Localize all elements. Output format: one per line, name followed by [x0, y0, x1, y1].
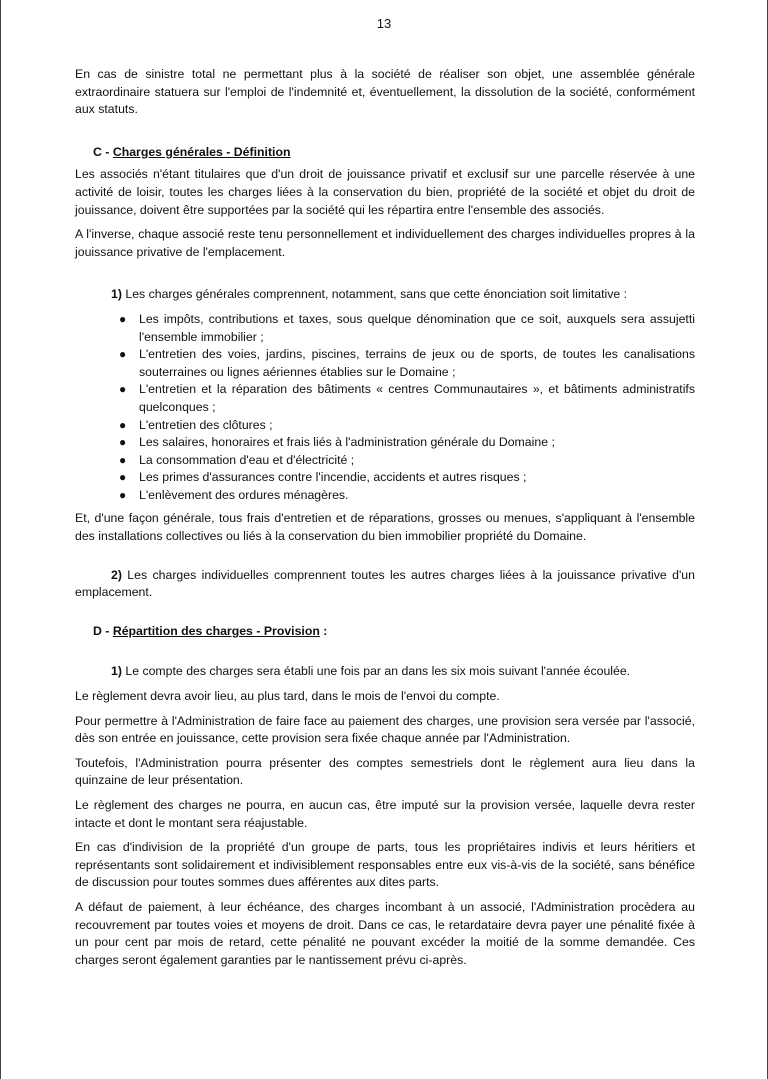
- section-d-paragraph: A défaut de paiement, à leur échéance, des charges incombant à un associé, l'Administration procèdera au recouvrement par toutes voies et moyens de droit. Dans ce cas, le retardataire devra payer une pénalité fixée à un pour cent par mois de retard, cette pénalité ne pouvant excéder la moitié de la somme demandée. Ces charges seront également garanties par le nantissement prévu ci-après.: [75, 899, 695, 967]
- item-number: 1): [111, 287, 122, 302]
- section-d-paragraph: Le règlement devra avoir lieu, au plus tard, dans le mois de l'envoi du compte.: [75, 689, 500, 704]
- section-c-item-2: [75, 567, 695, 602]
- bullet-icon: ●: [119, 435, 127, 450]
- list-item-text: Les impôts, contributions et taxes, sous quelque dénomination que ce soit, auxquels sera assujetti l'ensemble immobilier ;: [139, 311, 695, 344]
- section-d-paragraph: Toutefois, l'Administration pourra présenter des comptes semestriels dont le règlement aura lieu dans la quinzaine de leur présentation.: [75, 755, 695, 788]
- list-item: [75, 452, 695, 470]
- section-d-heading: [93, 623, 695, 641]
- bullet-icon: ●: [119, 487, 127, 502]
- list-item: [75, 311, 695, 346]
- list-item-text: L'entretien et la réparation des bâtiments « centres Communautaires », et bâtiments administratifs quelconques ;: [139, 382, 695, 414]
- bullet-icon: ●: [119, 347, 127, 362]
- charges-bullet-list: [75, 311, 695, 505]
- bullet-icon: ●: [119, 452, 127, 467]
- list-item-text: L'entretien des clôtures ;: [139, 417, 273, 432]
- item-number: 1): [111, 664, 122, 679]
- list-item-text: Les primes d'assurances contre l'incendie, accidents et autres risques ;: [139, 470, 527, 485]
- list-item-text: L'entretien des voies, jardins, piscines, terrains de jeux ou de sports, de toutes les canalisations souterraines ou lignes aériennes établies sur le Domaine ;: [139, 347, 695, 379]
- section-c-paragraph-2: A l'inverse, chaque associé reste tenu personnellement et individuellement des charges individuelles propres à la jouissance privative de l'emplacement.: [75, 227, 695, 259]
- bullet-icon: ●: [119, 417, 127, 432]
- paragraph-sinistre: En cas de sinistre total ne permettant plus à la société de réaliser son objet, une assemblée générale extraordinaire statuera sur l'emploi de l'indemnité et, éventuellement, la dissolution de la société, conformément aux statuts.: [75, 67, 695, 117]
- section-d-item-1: [75, 663, 695, 681]
- section-d-paragraph: En cas d'indivision de la propriété d'un groupe de parts, tous les propriétaires indivis et leurs héritiers et représentants sont solidairement et indivisiblement responsables entre eux vis-à-vis de la société, sans bénéfice de discussion pour toutes sommes dues afférentes aux dites parts.: [75, 840, 695, 890]
- section-d-suffix: :: [319, 623, 328, 638]
- list-item: [75, 417, 695, 435]
- page-number: 13: [376, 16, 392, 31]
- bullet-icon: ●: [119, 382, 127, 397]
- section-c-title: Charges générales - Définition: [112, 144, 291, 159]
- list-item: [75, 381, 695, 416]
- item-number: 2): [111, 567, 122, 582]
- section-d-paragraph: Pour permettre à l'Administration de faire face au paiement des charges, une provision sera versée par l'associé, dès son entrée en jouissance, cette provision sera fixée chaque année par l'Administration.: [75, 713, 695, 746]
- section-c-paragraph-1: Les associés n'étant titulaires que d'un droit de jouissance privatif et exclusif sur une parcelle réservée à une activité de loisir, toutes les charges liées à la conservation du bien, propriété de la société et objet du droit de jouissance, doivent être supportées par la société qui les répartira entre l'ensemble des associés.: [75, 167, 695, 217]
- item-text: Le compte des charges sera établi une fois par an dans les six mois suivant l'année écoulée.: [121, 664, 631, 679]
- section-d-prefix: D -: [93, 623, 113, 638]
- list-item: [75, 434, 695, 452]
- bullet-icon: ●: [119, 470, 127, 485]
- item-text: Les charges générales comprennent, notamment, sans que cette énonciation soit limitative :: [121, 287, 628, 302]
- section-c-prefix: C -: [93, 144, 113, 159]
- list-item: [75, 487, 695, 505]
- section-c-item-1: [75, 286, 695, 304]
- section-d-paragraph: Le règlement des charges ne pourra, en aucun cas, être imputé sur la provision versée, laquelle devra rester intacte et dont le montant sera réajustable.: [75, 798, 695, 830]
- section-c-paragraph-3: Et, d'une façon générale, tous frais d'entretien et de réparations, grosses ou menues, s'appliquant à l'ensemble des installations collectives ou liés à la conservation du bien immobilier propriété du Domaine.: [75, 511, 695, 544]
- section-d-title: Répartition des charges - Provision: [112, 623, 320, 638]
- item-text: Les charges individuelles comprennent toutes les autres charges liées à la jouissance privative d'un emplacement.: [75, 567, 695, 600]
- list-item: [75, 346, 695, 381]
- bullet-icon: ●: [119, 311, 127, 326]
- list-item-text: Les salaires, honoraires et frais liés à l'administration générale du Domaine ;: [139, 435, 555, 450]
- section-c-heading: [93, 144, 695, 162]
- list-item-text: La consommation d'eau et d'électricité ;: [139, 452, 355, 467]
- list-item: [75, 469, 695, 487]
- page-content: [75, 66, 695, 976]
- list-item-text: L'enlèvement des ordures ménagères.: [139, 487, 349, 502]
